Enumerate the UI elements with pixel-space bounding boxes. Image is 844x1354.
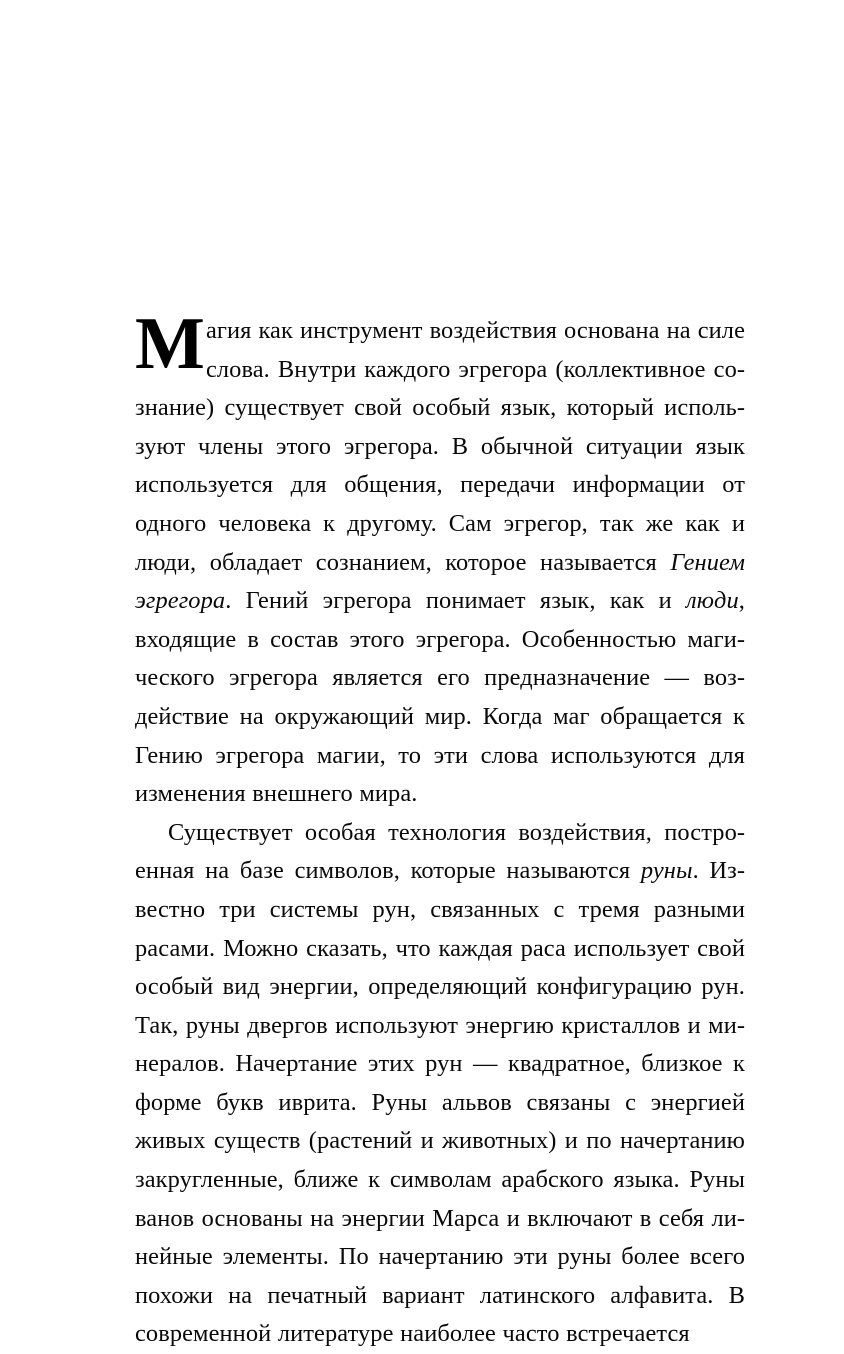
drop-cap-letter: М	[135, 303, 205, 385]
body-text: . Гений эгрегора понимает язык, как и	[225, 587, 687, 615]
paragraph-1	[135, 303, 745, 814]
emphasized-text: Гением эгрегора	[135, 548, 745, 615]
paragraph-2	[135, 814, 745, 1354]
emphasized-text: руны	[640, 857, 693, 885]
page-text-block	[135, 303, 745, 1354]
body-text: . Известно три системы рун, связанных с тремя разными расами. Можно сказать, что каждая раса использует свой особый вид энергии, определяющий конфигурацию рун. Так, руны двергов используют энергию кристаллов и минералов. Начертание этих рун — квадратное, близкое к форме букв иврита. Руны альвов связаны с энергией живых существ (растений и животных) и по начертанию закругленные, ближе к символам арабского языка. Руны ванов основаны на энергии Марса и включают в себя линейные элементы. По начертанию эти руны более всего похожи на печатный вариант латинского алфавита. В современной литературе наиболее часто встречается	[135, 857, 745, 1348]
body-text: агия как инструмент воздействия основана на силе слова. Внутри каждого эгрегора (коллективное сознание) существует свой особый язык, который используют члены этого эгрегора. В обычной ситуации язык используется для общения, передачи информации от одного человека к другому. Сам эгрегор, так же как и люди, обладает сознанием, которое называется	[135, 317, 745, 576]
emphasized-text: люди	[686, 587, 739, 615]
body-text: , входящие в состав этого эгрегора. Особенностью магического эгрегора является его предназначение — воздействие на окружающий мир. Когда маг обращается к Гению эгрегора магии, то эти слова используются для изменения внешнего мира.	[135, 587, 745, 808]
body-text: Существует особая технология воздействия, построенная на базе символов, которые называются	[135, 818, 745, 885]
